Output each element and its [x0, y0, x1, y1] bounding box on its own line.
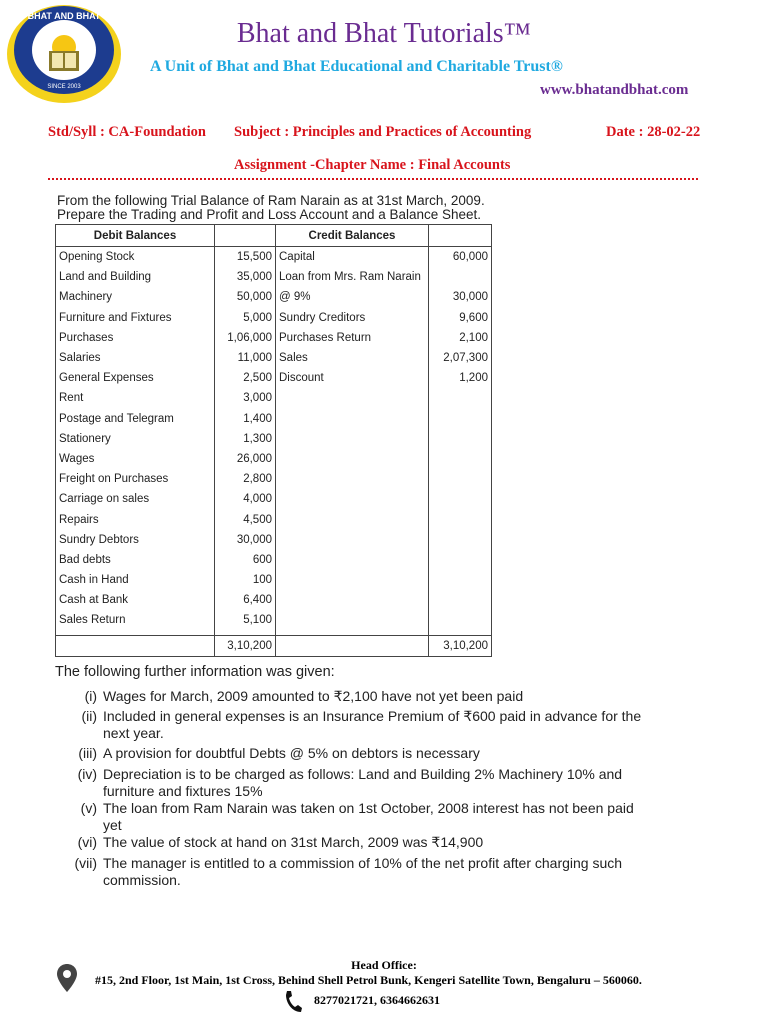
debit-name: Stationery	[56, 429, 215, 449]
further-info-item	[55, 708, 643, 742]
item-number: (v)	[80, 800, 97, 816]
credit-name: Sundry Creditors	[276, 308, 429, 328]
credit-amount	[429, 610, 492, 635]
head-office-label: Head Office:	[351, 958, 417, 972]
credit-name: Loan from Mrs. Ram Narain	[276, 267, 429, 287]
table-row	[56, 610, 492, 635]
total-credit-amount: 3,10,200	[429, 635, 492, 656]
credit-amount	[429, 267, 492, 287]
table-header-row	[56, 225, 492, 247]
further-info-item	[55, 800, 643, 834]
debit-name: Carriage on sales	[56, 489, 215, 509]
credit-amount	[429, 429, 492, 449]
item-text: A provision for doubtful Debts @ 5% on debtors is necessary	[103, 745, 480, 761]
debit-name: Salaries	[56, 348, 215, 368]
credit-name	[276, 469, 429, 489]
header-credit: Credit Balances	[276, 225, 429, 247]
credit-amount	[429, 550, 492, 570]
credit-amount	[429, 409, 492, 429]
table-row	[56, 449, 492, 469]
debit-name: Opening Stock	[56, 247, 215, 268]
table-row	[56, 509, 492, 529]
dotted-divider	[48, 178, 698, 180]
credit-name	[276, 590, 429, 610]
credit-amount	[429, 530, 492, 550]
debit-amount: 2,500	[215, 368, 276, 388]
debit-amount: 5,000	[215, 308, 276, 328]
svg-text:SINCE 2003: SINCE 2003	[47, 84, 81, 90]
credit-name	[276, 550, 429, 570]
item-text: The manager is entitled to a commission of 10% of the net profit after charging such commission.	[103, 855, 623, 888]
table-row	[56, 348, 492, 368]
table-row	[56, 308, 492, 328]
debit-name: Wages	[56, 449, 215, 469]
header-debit-amount	[215, 225, 276, 247]
debit-amount: 1,300	[215, 429, 276, 449]
debit-amount: 3,000	[215, 388, 276, 408]
credit-amount	[429, 469, 492, 489]
phone-icon	[284, 990, 302, 1012]
table-row	[56, 388, 492, 408]
debit-amount: 30,000	[215, 530, 276, 550]
credit-name	[276, 610, 429, 635]
credit-name	[276, 429, 429, 449]
debit-amount: 1,400	[215, 409, 276, 429]
table-row	[56, 550, 492, 570]
debit-name: Postage and Telegram	[56, 409, 215, 429]
total-debit-name	[56, 635, 215, 656]
credit-amount: 1,200	[429, 368, 492, 388]
credit-amount: 2,07,300	[429, 348, 492, 368]
credit-name	[276, 409, 429, 429]
table-row	[56, 489, 492, 509]
debit-amount: 100	[215, 570, 276, 590]
total-debit-amount: 3,10,200	[215, 635, 276, 656]
credit-name	[276, 509, 429, 529]
institute-subtitle: A Unit of Bhat and Bhat Educational and Charitable Trust®	[150, 58, 563, 75]
debit-amount: 2,800	[215, 469, 276, 489]
debit-amount: 5,100	[215, 610, 276, 635]
header-credit-amount	[429, 225, 492, 247]
credit-amount	[429, 388, 492, 408]
credit-name: Capital	[276, 247, 429, 268]
subject: Subject : Principles and Practices of Accounting	[234, 124, 532, 140]
table-row	[56, 409, 492, 429]
website-link[interactable]: www.bhatandbhat.com	[540, 82, 689, 98]
credit-name	[276, 388, 429, 408]
question-line-2: Prepare the Trading and Profit and Loss Account and a Balance Sheet.	[57, 207, 482, 222]
further-info-item	[55, 766, 643, 800]
debit-name: Freight on Purchases	[56, 469, 215, 489]
debit-amount: 35,000	[215, 267, 276, 287]
credit-amount: 60,000	[429, 247, 492, 268]
debit-amount: 26,000	[215, 449, 276, 469]
item-number: (vii)	[74, 855, 97, 871]
credit-amount: 2,100	[429, 328, 492, 348]
debit-name: Repairs	[56, 509, 215, 529]
credit-amount	[429, 449, 492, 469]
item-number: (vi)	[77, 834, 97, 850]
credit-amount	[429, 570, 492, 590]
credit-name	[276, 449, 429, 469]
table-row	[56, 328, 492, 348]
date: Date : 28-02-22	[606, 124, 701, 140]
table-row	[56, 287, 492, 307]
item-number: (i)	[84, 688, 97, 704]
credit-name	[276, 570, 429, 590]
item-text: The loan from Ram Narain was taken on 1st October, 2008 interest has not been paid yet	[103, 800, 634, 833]
further-info-item	[55, 688, 643, 705]
credit-name: Purchases Return	[276, 328, 429, 348]
svg-text:BHAT AND BHAT: BHAT AND BHAT	[27, 11, 101, 21]
table-row	[56, 368, 492, 388]
debit-amount: 4,500	[215, 509, 276, 529]
debit-amount: 11,000	[215, 348, 276, 368]
head-office-address: #15, 2nd Floor, 1st Main, 1st Cross, Behind Shell Petrol Bunk, Kengeri Satellite Town, Bengaluru – 560060.	[95, 973, 642, 987]
header-debit: Debit Balances	[56, 225, 215, 247]
credit-name: Discount	[276, 368, 429, 388]
table-row	[56, 570, 492, 590]
debit-name: Land and Building	[56, 267, 215, 287]
further-info-item	[55, 855, 643, 889]
item-text: Wages for March, 2009 amounted to ₹2,100 have not yet been paid	[103, 688, 524, 704]
item-number: (iv)	[77, 766, 97, 782]
credit-amount: 30,000	[429, 287, 492, 307]
debit-amount: 50,000	[215, 287, 276, 307]
credit-amount	[429, 489, 492, 509]
trial-balance-table	[55, 224, 492, 657]
debit-name: Machinery	[56, 287, 215, 307]
question-line-1: From the following Trial Balance of Ram Narain as at 31st March, 2009.	[57, 193, 485, 208]
item-number: (iii)	[78, 745, 97, 761]
debit-name: Rent	[56, 388, 215, 408]
std-syllabus: Std/Syll : CA-Foundation	[48, 124, 206, 140]
debit-name: Sundry Debtors	[56, 530, 215, 550]
debit-amount: 6,400	[215, 590, 276, 610]
debit-amount: 4,000	[215, 489, 276, 509]
further-info-item	[55, 834, 643, 851]
credit-amount	[429, 509, 492, 529]
debit-name: Sales Return	[56, 610, 215, 635]
debit-name: Purchases	[56, 328, 215, 348]
table-row	[56, 590, 492, 610]
item-text: Included in general expenses is an Insurance Premium of ₹600 paid in advance for the next year.	[103, 708, 642, 741]
credit-name: @ 9%	[276, 287, 429, 307]
debit-name: Cash in Hand	[56, 570, 215, 590]
further-info-heading: The following further information was given:	[55, 664, 335, 680]
further-info-item	[55, 745, 643, 762]
total-row	[56, 635, 492, 656]
item-text: The value of stock at hand on 31st March, 2009 was ₹14,900	[103, 834, 484, 850]
assignment-title: Assignment -Chapter Name : Final Accounts	[234, 157, 511, 173]
credit-name: Sales	[276, 348, 429, 368]
table-row	[56, 247, 492, 268]
table-row	[56, 267, 492, 287]
table-row	[56, 530, 492, 550]
debit-name: Furniture and Fixtures	[56, 308, 215, 328]
table-row	[56, 429, 492, 449]
debit-name: General Expenses	[56, 368, 215, 388]
debit-name: Cash at Bank	[56, 590, 215, 610]
item-number: (ii)	[81, 708, 97, 724]
debit-amount: 600	[215, 550, 276, 570]
question-intro	[57, 194, 485, 222]
debit-name: Bad debts	[56, 550, 215, 570]
item-text: Depreciation is to be charged as follows: Land and Building 2% Machinery 10% and furniture and fixtures 15%	[103, 766, 623, 799]
credit-name	[276, 530, 429, 550]
credit-name	[276, 489, 429, 509]
debit-amount: 1,06,000	[215, 328, 276, 348]
phone-numbers: 8277021721, 6364662631	[314, 993, 440, 1007]
credit-amount: 9,600	[429, 308, 492, 328]
table-row	[56, 469, 492, 489]
total-credit-name	[276, 635, 429, 656]
debit-amount: 15,500	[215, 247, 276, 268]
credit-amount	[429, 590, 492, 610]
institute-title: Bhat and Bhat Tutorials™	[236, 18, 532, 49]
